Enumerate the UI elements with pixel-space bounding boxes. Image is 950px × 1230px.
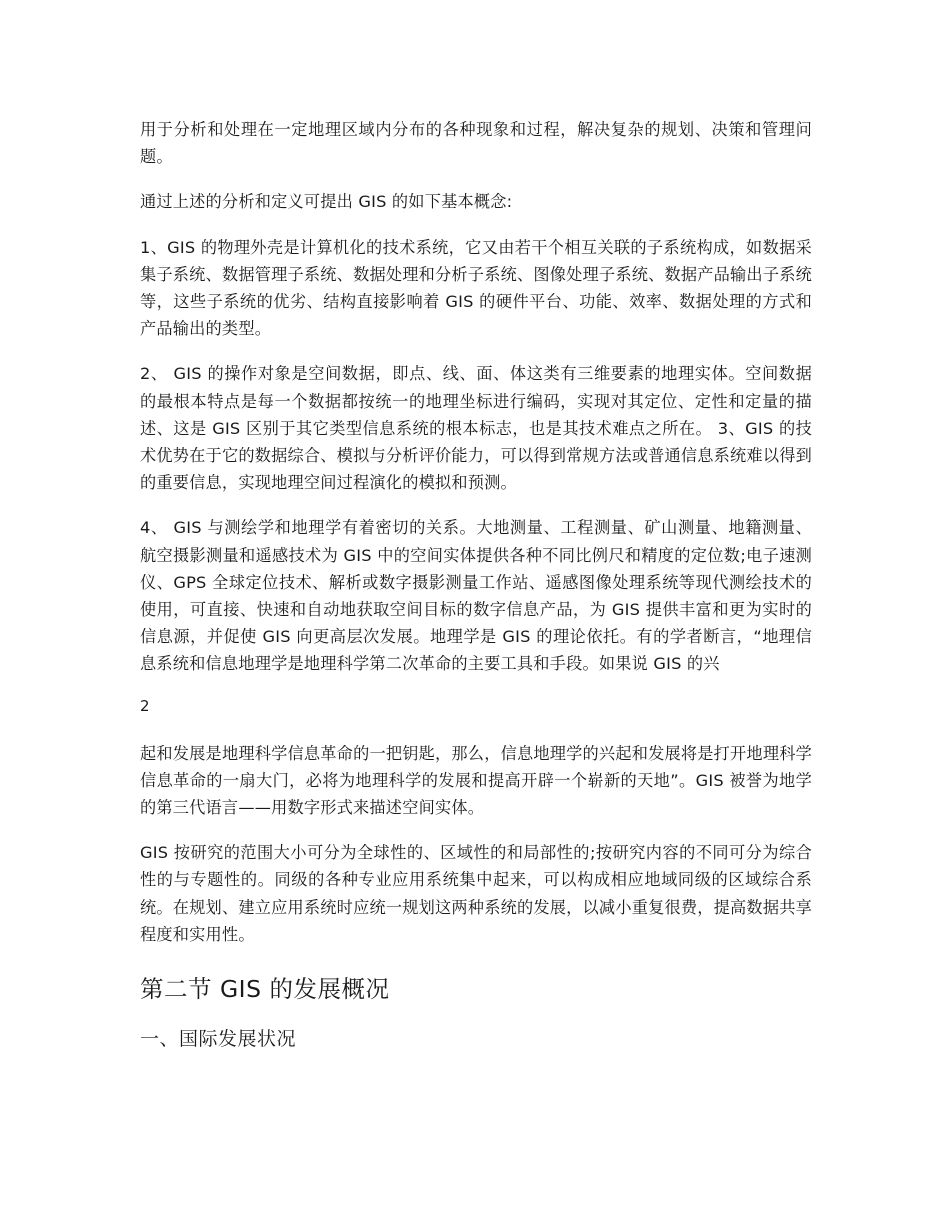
paragraph-gis-classification: GIS 按研究的范围大小可分为全球性的、区域性的和局部性的;按研究内容的不同可分为综合性的与专题性的。同级的各种专业应用系统集中起来，可以构成相应地域同级的区域综合系统。在规划、建立应用系统时应统一规划这两种系统的发展，以减小重复很费，提高数据共享程度和实用性。: [140, 843, 812, 944]
paragraph-basic-concepts-intro: 通过上述的分析和定义可提出 GIS 的如下基本概念:: [140, 192, 513, 212]
document-page: [140, 116, 812, 1052]
paragraph-concept-1: 1、GIS 的物理外壳是计算机化的技术系统，它又由若干个相互关联的子系统构成，如数据采集子系统、数据管理子系统、数据处理和分析子系统、图像处理子系统、数据产品输出子系统等，这些子系统的优劣、结构直接影响着 GIS 的硬件平台、功能、效率、数据处理的方式和产品输出的类型。: [140, 237, 812, 339]
paragraph-gis-purpose: 用于分析和处理在一定地理区域内分布的各种现象和过程，解决复杂的规划、决策和管理问题。: [140, 120, 812, 167]
page-number: 2: [140, 696, 150, 715]
paragraph-concept-4: 4、 GIS 与测绘学和地理学有着密切的关系。大地测量、工程测量、矿山测量、地籍测量、航空摄影测量和遥感技术为 GIS 中的空间实体提供各种不同比例尺和精度的定位数;电子速测仪、GPS 全球定位技术、解析或数字摄影测量工作站、遥感图像处理系统等现代测绘技术的使用，可直接、快速和自动地获取空间目标的数字信息产品，为 GIS 提供丰富和更为实时的信息源，并促使 GIS 向更高层次发展。地理学是 GIS 的理论依托。有的学者断言，“地理信息系统和信息地理学是地理科学第二次革命的主要工具和手段。如果说 GIS 的兴: [140, 518, 812, 674]
section-title: 第二节 GIS 的发展概况: [140, 975, 390, 1004]
paragraph-continuation: 起和发展是地理科学信息革命的一把钥匙，那么，信息地理学的兴起和发展将是打开地理科学信息革命的一扇大门，必将为地理科学的发展和提高开辟一个崭新的天地”。GIS 被誉为地学的第三代语言——用数字形式来描述空间实体。: [140, 743, 812, 818]
subsection-title: 一、国际发展状况: [140, 1028, 297, 1051]
paragraph-concept-2-3: 2、 GIS 的操作对象是空间数据，即点、线、面、体这类有三维要素的地理实体。空间数据的最根本特点是每一个数据都按统一的地理坐标进行编码，实现对其定位、定性和定量的描述、这是 GIS 区别于其它类型信息系统的根本标志，也是其技术难点之所在。 3、GIS 的技术优势在于它的数据综合、模拟与分析评价能力，可以得到常规方法或普通信息系统难以得到的重要信息，实现地理空间过程演化的模拟和预测。: [140, 364, 812, 493]
